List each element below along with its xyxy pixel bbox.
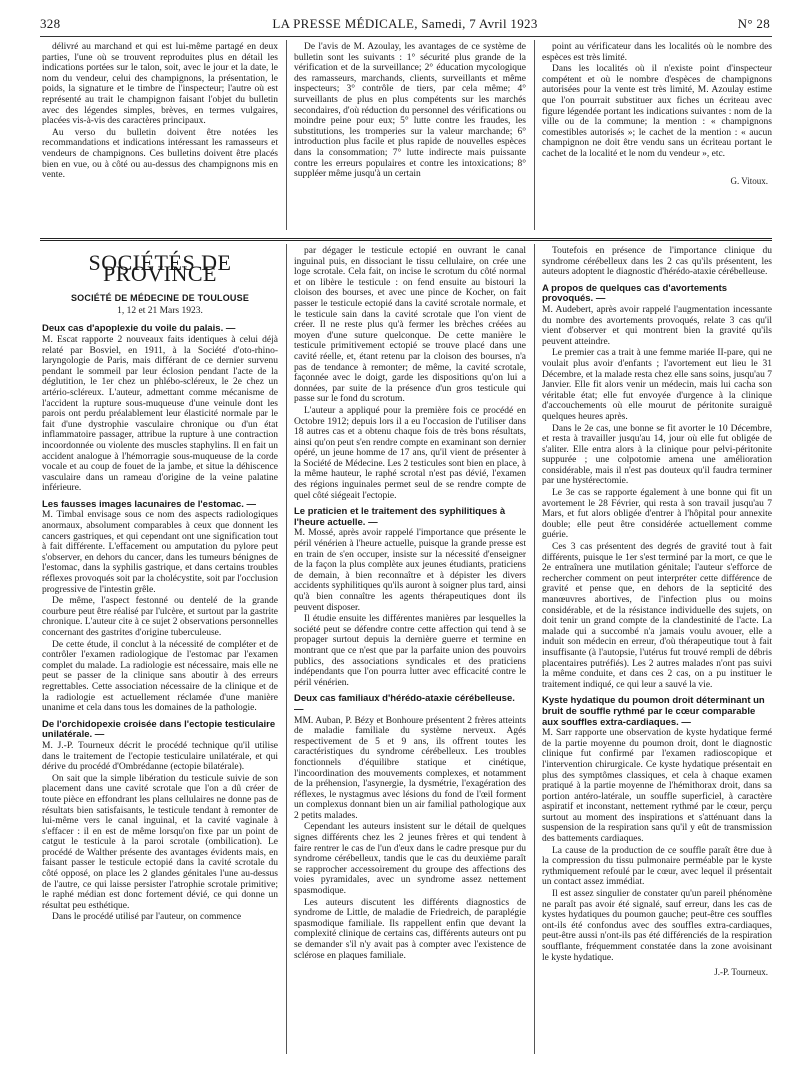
paragraph: M. Sarr rapporte une observation de kyste hydatique fermé de la partie moyenne du poumon droit, dont le diagnostic clinique fut confirmé par l'examen radioscopique et l'intervention chirurgicale. Ce kyste hydatique présentait en plus des symptômes classiques, et cela à chaque examen pratiqué à la partie moyenne de l'hémithorax droit, dans sa portion antéro-latérale, un souffle superficiel, à caractère aspiratif et inconstant, nettement rythmé par le cœur, perçu surtout au moment des inspirations et s'atténuant dans la suspension de la respiration sans qu'il y eût de transmission des battements cardiaques. (542, 728, 772, 845)
section-rule (40, 238, 772, 241)
paragraph: M. Escat rapporte 2 nouveaux faits identiques à celui déjà relaté par Bosviel, en 1911, à la Société d'oto-rhino-laryngologie de Paris, mais différant de ce dernier survenu pendant le sommeil par leur éclosion pendant l'acte de la déglutition, le 1er chez un phlébo-scléreux, le 2e chez un artério-scléreux. L'auteur, admettant comme mécanisme de l'accident la rupture sous-muqueuse d'une veinule dont les parois ont perdu préalablement leur élasticité normale par le fait d'une dystrophie vasculaire chronique ou d'un état inflammatoire passager, attribue la rupture à une contraction incoordonnée ou violente des muscles staphylins. Il en fait un accident analogue à l'hémorragie sous-muqueuse de la corde vocale et au coup de fouet de la jambe, et situe la déhiscence vasculaire dans un rameau d'origine de la veine palatine inférieure. (42, 334, 278, 494)
paragraph: délivré au marchand et qui est lui-même partagé en deux parties, l'une où se trouvent reproduites plus en détail les indications portées sur le talon, soit, avec le jour et la date, le nom du vendeur, celui des champignons, la présentation, le poids, la signature et le timbre de l'inspecteur; l'autre où est représenté au trait le champignon faisant l'objet du bulletin avec des légendes simples, brèves, en termes vulgaires, placées vis-à-vis des caractères principaux. (42, 42, 278, 127)
column-divider (534, 40, 535, 230)
paragraph: Ces 3 cas présentent des degrés de gravité tout à fait différents, puisque le 1er s'est terminé par la mort, ce que le 2e entraînera une mutilation génitale; l'auteur s'efforce de rechercher comment on peut interpréter cette différence de gravité et pense que, en dehors de la septicité des manœuvres abortives, de l'infection plus ou moins considérable, et de la résistance individuelle des sujets, on doit tenir un grand compte de la clandestinité de l'acte. La malade qui a succombé n'a jamais voulu avouer, elle a induit son médecin en erreur, d'où thérapeutique tout à fait insuffisante (à l'autopsie, l'utérus fut trouvé rempli de débris placentaires putréfiés). Les 2 autres malades n'ont pas suivi la même conduite, et dans ces 2 cas, on a pu instituer le traitement indiqué, ce qui leur a sauvé la vie. (542, 542, 772, 690)
column-divider (534, 244, 535, 1054)
paragraph: Il étudie ensuite les différentes manières par lesquelles la société peut se défendre contre cette affection qui tend à se propager surtout depuis la dernière guerre et termine en montrant que ce n'est que par la parfaite union des pouvoirs publics, des associations syndicales et des praticiens indépendants que l'on pourra lutter avec efficacité contre le péril vénérien. (294, 614, 526, 688)
article-heading: De l'orchidopexie croisée dans l'ectopie testiculaire unilatérale. — (42, 718, 276, 741)
top-column-1 (42, 42, 278, 232)
top-column-2 (294, 42, 526, 232)
paragraph: La cause de la production de ce souffle paraît être due à la compression du tissu pulmonaire perméable par le kyste rythmiquement refoulé par le cœur, avec lequel il présentait un contact assez immédiat. (542, 845, 772, 888)
paragraph: M. J.-P. Tourneux décrit le procédé technique qu'il utilise dans le traitement de l'ectopie testiculaire unilatérale, et qui dérive du procédé d'Ombrédanne (ectopie bilatérale). (42, 740, 278, 773)
running-header (40, 16, 770, 34)
article-heading: Deux cas familiaux d'hérédo-ataxie cérébelleuse. — (294, 693, 515, 715)
paragraph: Dans le 2e cas, une bonne se fit avorter le 10 Décembre, et resta à travailler jusqu'au 14, jour où elle fut obligée de s'aliter. Elle entra alors à la clinique pour pelvi-péritonite suppurée ; une colpotomie amena une amélioration considérable, mais il n'est pas douteux qu'il faudra terminer par une hystérectomie. (542, 423, 772, 487)
paragraph: On sait que la simple libération du testicule suivie de son placement dans une cavité scrotale que l'on a dû créer de toute pièce en effondrant les plans cellulaires ne donne pas de résultats bien satisfaisants, le testicule tendant à remonter de lui-même vers le canal inguinal, et la cavité vaginale à s'effacer : il en est de même lorsqu'on fixe par un point de catgut le testicule à la paroi scrotale (ombilication). Le procédé de Walther présente des avantages évidents mais, en faisant passer le testicule ectopié dans la cavité scrotale du côté opposé, on place les 2 glandes génitales l'une au-dessus de l'autre, ce qui laisse persister l'atrophie scrotale primitive; le raphé médian est donc fortement dévié, ce qui donne un résultat peu esthétique. (42, 773, 278, 911)
article-heading: Le praticien et le traitement des syphilitiques à l'heure actuelle. — (294, 506, 506, 528)
paragraph: De l'avis de M. Azoulay, les avantages de ce système de bulletin sont les suivants : 1° sécurité plus grande de la vérification et de la surveillance; 2° éducation mycologique des ramasseurs, marchands, clients, surveillants et même inspecteurs; 3° contrôle de tiers, par cela même; 4° surveillants de plus en plus compétents sur les marchés secondaires, d'où réduction du personnel des vérifications ou moindre peine pour eux; 5° lutte contre les fraudes, les substitutions, les tromperies sur la valeur marchande; 6° introduction plus facile et plus rapide de nouvelles espèces dans la consommation; 7° lutte indirecte mais puissante contre les erreurs populaires et contre les intoxications; 8° suppléer même jusqu'à un certain (294, 42, 526, 180)
paragraph: M. Audebert, après avoir rappelé l'augmentation incessante du nombre des avortements provoqués, relate 3 cas qu'il vient d'observer et qui montrent bien la gravité qu'ils peuvent atteindre. (542, 304, 772, 347)
paragraph: L'auteur a appliqué pour la première fois ce procédé en Octobre 1912; depuis lors il a eu l'occasion de l'utiliser dans 18 autres cas et a obtenu chaque fois de très bons résultats, ainsi qu'on peut s'en rendre compte en examinant son dernier opéré, un jeune homme de 17 ans, qu'il vient de présenter à la Société de Médecine. Les 2 testicules sont bien en place, à la même hauteur, le raphé scrotal n'est pas dévié, l'examen des régions inguinales permet seul de se rendre compte de quel côté siégeait l'ectopie. (294, 405, 526, 501)
paragraph: point au vérificateur dans les localités où le nombre des espèces est très limité. (542, 42, 772, 63)
article-heading: A propos de quelques cas d'avortements provoqués. — (542, 282, 728, 305)
paragraph: Dans le procédé utilisé par l'auteur, on commence (52, 912, 242, 923)
column-divider (286, 40, 287, 230)
main-column-3 (542, 246, 772, 1066)
paragraph: Les auteurs discutent les différents diagnostics de syndrome de Little, de maladie de Friedreich, de paraplégie spasmodique familiale. Ils rappellent enfin que devant la complexité clinique de certains cas, différents auteurs ont pu se demander s'il n'y avait pas à compter avec l'existence de sclérose en plaques familiale. (294, 897, 526, 961)
paragraph: Cependant les auteurs insistent sur le détail de quelques signes différents chez les 2 jeunes frères et qui tendent à faire rentrer le cas de l'un d'eux dans le cadre presque pur du syndrome cérébelleux, tandis que le cas du deuxième paraît se rapprocher accessoirement du groupe des affections des voies pyramidales, avec un syndrome assez nettement spasmodique. (294, 822, 526, 897)
paragraph: Au verso du bulletin doivent être notées les recommandations et indications intéressant les ramasseurs et vendeurs de champignons. Ces bulletins doivent être placés bien en vue, ou à côté ou au-dessus des champignons mis en vente. (42, 127, 278, 181)
society-name: SOCIÉTÉ DE MÉDECINE DE TOULOUSE (70, 293, 250, 304)
paragraph: M. Mossé, après avoir rappelé l'importance que présente le péril vénérien à l'heure actuelle, puisque la grande presse est en train de s'en occuper, insiste sur la nécessité d'enseigner de la façon la plus complète aux jeunes étudiants, praticiens de demain, à bien reconnaître et à dépister les divers accidents syphilitiques qu'ils auront à soigner plus tard, ainsi qu'à bien connaître les agents thérapeutiques dont ils peuvent disposer. (294, 528, 526, 613)
column-divider (286, 244, 287, 1054)
article-heading: Kyste hydatique du poumon droit déterminant un bruit de souffle rythmé par le cœur comparable aux souffles extra-cardiaques. — (542, 695, 765, 728)
main-column-1 (42, 244, 278, 1064)
paragraph: Dans les localités où il n'existe point d'inspecteur compétent et où le nombre d'espèces de champignons autorisées pour la vente est très limité, M. Azoulay estime que l'on pourrait substituer aux fiches un écriteau avec figure légendée portant les indications suivantes : nom de la ville ou de la commune; la mention : « champignons comestibles autorisés »; le cachet de la mention : « aucun champignon ne doit être vendu sans un écriteau portant le cachet de la localité et le nom du vendeur », etc. (542, 64, 772, 159)
issue-number: N° 28 (737, 16, 770, 31)
top-column-3 (542, 42, 772, 242)
paragraph: par dégager le testicule ectopié en ouvrant le canal inguinal puis, en dissociant le tissu cellulaire, on crée une loge scrotale. Cela fait, on incise le scrotum du côté normal et on libère le testicule : on fend ensuite au bistouri la cloison des bourses, et avec une pince de Kocher, on fait passer le testicule ectopié dans la cavité scrotale normale, et le testicule sain dans la cavité scrotale que l'on vient de créer. Il ne reste plus qu'à fermer les brèches créées au moyen d'une suture quelconque. De cette manière le testicule primitivement ectopié se trouve placé dans une cavité réelle, et, étant retenu par la cloison des bourses, n'a pas de tendance à remonter; de même, la cavité scrotale, façonnée avec le doigt, garde les dispositions qu'on lui a données, par suite de la présence d'un gros testicule qui passe sur le fond du scrotum. (294, 246, 526, 405)
author-signature: G. Vitoux. (730, 175, 768, 186)
paragraph: Le premier cas a trait à une femme mariée II-pare, qui ne voulait plus avoir d'enfants ; l'avortement eut lieu le 31 Décembre, et la malade resta chez elle sans soins, jusqu'au 7 Janvier. Elle fit alors venir un médecin, mais lui cacha son véritable état; elle fut envoyée d'urgence à la clinique d'accouchements où elle mourut de péritonite suraiguë quelques heures après. (542, 348, 772, 422)
paragraph: De cette étude, il conclut à la nécessité de compléter et de contrôler l'examen radiologique de l'estomac par l'examen complet du malade. La radiologie est nécessaire, mais elle ne peut se passer de la clinique sans aboutir à des erreurs regrettables. Cette association nécessaire de la clinique et de la radiologie est actuellement réclamée d'une manière unanime et cela dans tous les domaines de la pathologie. (42, 639, 278, 714)
section-title: SOCIÉTÉS DE PROVINCE (88, 250, 232, 286)
author-signature: J.-P. Tourneux. (714, 967, 768, 978)
journal-title: LA PRESSE MÉDICALE, Samedi, 7 Avril 1923 (272, 16, 538, 31)
article-heading: Les fausses images lacunaires de l'estomac. — (42, 498, 257, 510)
paragraph: Il est assez singulier de constater qu'un pareil phénomène ne paraît pas avoir été signalé, sauf erreur, dans les cas de kystes hydatiques du poumon gauche; peut-être ces souffles ont-ils été confondus avec des souffles extra-cardiaques, peut-être aussi n'ont-ils pas été différenciés de la respiration soufflante, fréquemment constatée dans la zone avoisinant le kyste hydatique. (542, 889, 772, 963)
article-heading: Deux cas d'apoplexie du voile du palais. — (42, 323, 236, 335)
paragraph: M. Timbal envisage sous ce nom des aspects radiologiques anormaux, absolument comparables à ceux que donnent les cancers gastriques, et qui cependant ont une signification tout à fait différente. L'effacement ou amputation du pylore peut s'observer, en dehors du cancer, dans les tumeurs bénignes de l'estomac, dans la syphilis gastrique, et dans certains troubles réflexes provoqués soit par la cholécystite, soit par l'occlusion progressive de l'intestin grêle. (42, 510, 278, 595)
main-column-2 (294, 246, 526, 1066)
paragraph: Le 3e cas se rapporte également à une bonne qui fit un avortement le 28 Février, qui resta à son travail jusqu'au 7 Mars, et fut alors obligée d'entrer à l'hôpital pour annexite double; elle peut être considérée actuellement comme guérie. (542, 488, 772, 541)
meeting-date: 1, 12 et 21 Mars 1923. (117, 305, 203, 316)
paragraph: De même, l'aspect festonné ou dentelé de la grande courbure peut être réalisé par l'ulcère, et surtout par la gastrite chronique. L'auteur cite à ce sujet 2 observations personnelles concernant des gastrites d'origine tuberculeuse. (42, 596, 278, 638)
paragraph: Toutefois en présence de l'importance clinique du syndrome cérébelleux dans les 2 cas qu'ils présentent, les auteurs adoptent le diagnostic d'hérédo-ataxie cérébelleuse. (542, 246, 772, 278)
header-rule (40, 36, 772, 37)
paragraph: MM. Auban, P. Bézy et Bonhoure présentent 2 frères atteints de maladie familiale du système nerveux. Agés respectivement de 5 et 9 ans, ils offrent toutes les caractéristiques du syndrome cérébelleux. Les troubles fonctionnels d'équilibre statique et cinétique, l'incoordination des mouvements complexes, et notamment de la préhension, l'asynergie, la dysmétrie, l'exagération des réflexes, le nystagmus avec lésions du fond de l'œil forment un complexus donnant bien un air familial pathologique aux 2 petits malades. (294, 715, 526, 821)
page-number: 328 (40, 16, 61, 31)
